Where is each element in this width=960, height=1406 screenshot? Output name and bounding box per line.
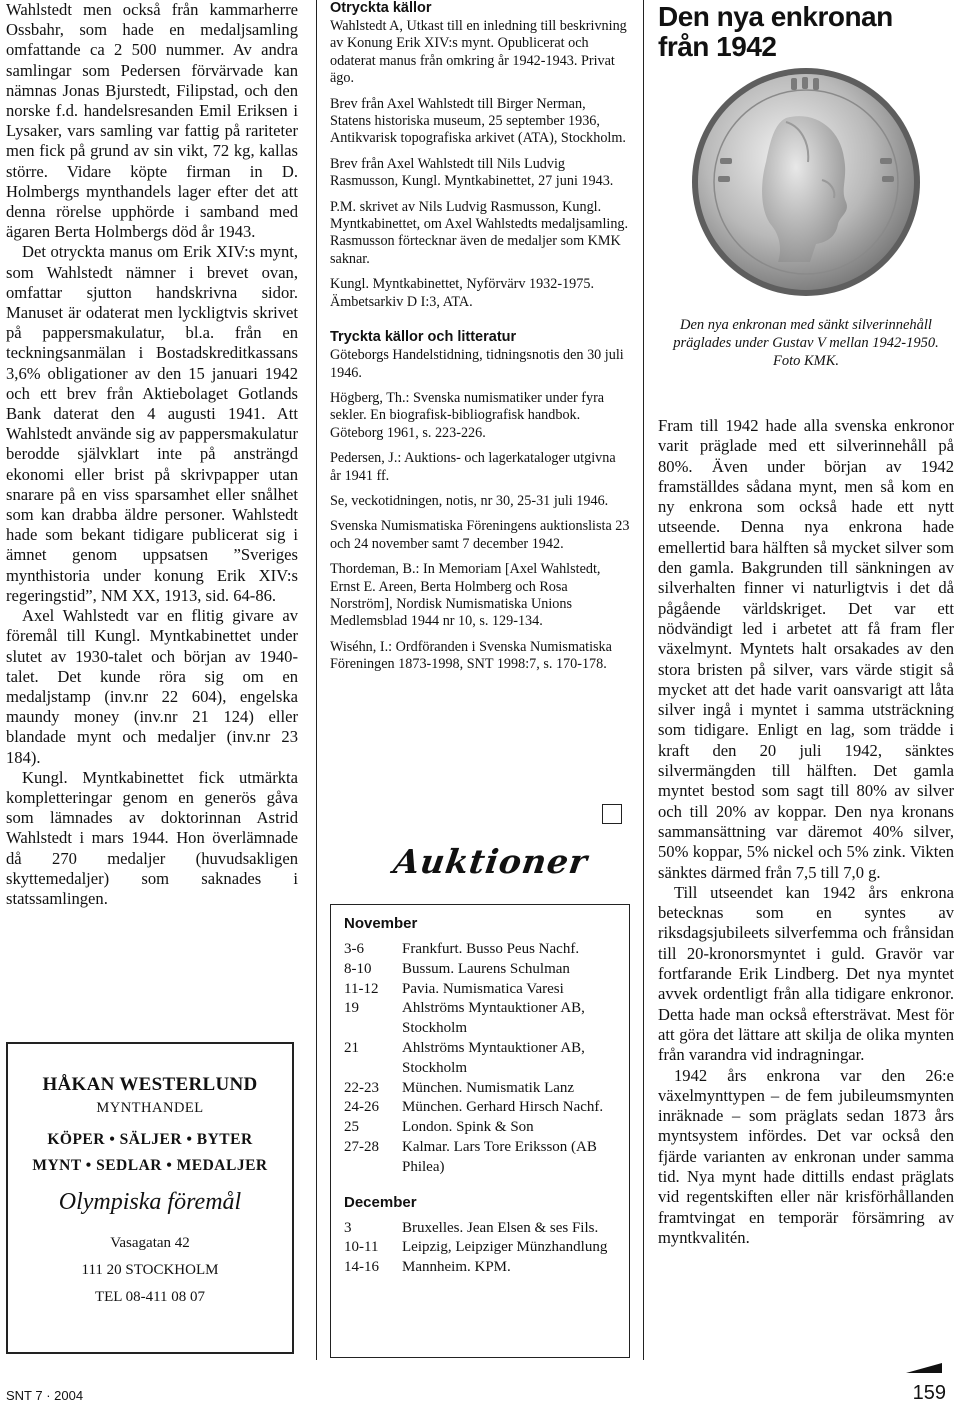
auction-date: 14-16 bbox=[344, 1259, 379, 1276]
column-rule-right bbox=[643, 0, 644, 1360]
auction-place: Pavia. Numismatica Varesi bbox=[402, 980, 564, 997]
ad-city: 111 20 STOCKHOLM bbox=[81, 1262, 219, 1278]
auction-entry bbox=[344, 999, 617, 1039]
source-entry: P.M. skrivet av Nils Ludvig Rasmusson, Kungl. Myntkabinettet, om Axel Wahlstedts medaljsamling. Rasmusson förtecknar även de medaljer som KMK saknar. bbox=[330, 198, 629, 267]
auction-date: 22-23 bbox=[344, 1079, 379, 1096]
source-entry: Brev från Axel Wahlstedt till Birger Nerman, Statens historiska museum, 25 september 1936, Antikvarisk topografiska arkivet (ATA), Stockholm. bbox=[330, 95, 626, 147]
paragraph: 1942 års enkrona var den 26:e växelmynttypen – de fem jubileumsmynten inräknade – som präglats sedan 1873 års myntsystem infördes. Det var också den fjärde varianten av enkronan under samma tid. Nya mynt hade dittills endast präglats vid regentskiften eller när krisförhållanden framtvingat en temporär försämring av myntkvalitén. bbox=[658, 1065, 954, 1247]
ad-olympic: Olympiska föremål bbox=[58, 1189, 242, 1215]
paragraph: Kungl. Myntkabinettet fick utmärkta kompletteringar genom en generös gåva som lämnades av doktorinnan Astrid Wahlstedt i mars 1944. Hon överlämnade då 270 medaljer (huvudsakligen skyttemedaljer) som saknades i statssamlingen. bbox=[6, 767, 298, 908]
ad-street: Vasagatan 42 bbox=[110, 1235, 190, 1251]
auction-date: 3-6 bbox=[344, 941, 364, 957]
auction-place: Frankfurt. Busso Peus Nachf. bbox=[402, 941, 580, 957]
source-entry: Kungl. Myntkabinettet, Nyförvärv 1932-1975. Ämbetsarkiv D I:3, ATA. bbox=[330, 276, 594, 310]
ad-company-name: HÅKAN WESTERLUND bbox=[42, 1074, 258, 1095]
auctions-title: Auktioner bbox=[391, 842, 591, 881]
article-body bbox=[658, 416, 954, 1248]
column-left bbox=[6, 0, 298, 909]
source-entry: Pedersen, J.: Auktions- och lagerkataloger utgivna år 1941 ff. bbox=[330, 450, 616, 484]
auction-entry bbox=[344, 1258, 617, 1278]
article-continuation bbox=[6, 0, 298, 909]
source-entry: Wahlstedt A, Utkast till en inledning till beskrivning av Konung Erik XIV:s mynt. Opublicerat och odaterat manus från omkring år 1942-1943. Privat ägo. bbox=[330, 18, 627, 87]
auction-entry bbox=[344, 1138, 617, 1178]
sources-section bbox=[330, 0, 630, 674]
auction-entry bbox=[344, 1098, 617, 1118]
ad-phone: TEL 08-411 08 07 bbox=[94, 1289, 206, 1305]
auction-date: 21 bbox=[344, 1039, 359, 1056]
auction-place: London. Spink & Son bbox=[402, 1119, 534, 1136]
auction-entry bbox=[344, 940, 617, 960]
issue-info: SNT 7 · 2004 bbox=[6, 1388, 84, 1403]
paragraph: Till utseendet kan 1942 års enkrona betecknas som en syntes av riksdagsjubileets silverfemma och frånsidan till 20-kronorsmyntet i guld. Gravör var fortfarande Erik Lindberg. Det nya myntet avvek ordentligt från alla tidigare enkronor. Detta hade man också eftersträvat. Mest för att göra det lättare att skilja de olika mynten från varandra vid indragningar. bbox=[658, 882, 954, 1065]
december-heading: December bbox=[344, 1193, 417, 1211]
paragraph: Det otryckta manus om Erik XIV:s mynt, som Wahlstedt nämner i brevet ovan, omfattar sjutton handskrivna sidor. Manuset är odaterat men lyckligtvis skrivet på pappersmakulatur, bl.a. från en teckningsanmälan i Bostadskreditkassans 3,6% obligationer av den 15 januari 1942 och ett brev från Aktiebolaget Gotlands Bank daterat den 4 augusti 1941. Att Wahlstedt använde sig av pappersmakulatur berodde självklart inte på ansträngd ekonomi eller brist på skrivpapper utan snarare på en viss sparsamhet eller snålhet som kan drabba äldre personer. Wahlstedt hade som bekant tidigare publicerat sig i ämnet genom uppsatsen ”Sveriges mynthistoria under konung Erik XIV:s regeringstid”, NM XX, 1913, sid. 64-86. bbox=[6, 242, 298, 605]
auction-entry bbox=[344, 1238, 617, 1258]
auction-place: Mannheim. KPM. bbox=[402, 1259, 511, 1276]
article-headline: Den nya enkronan från 1942 bbox=[658, 1, 893, 62]
december-list bbox=[344, 1219, 617, 1278]
auction-entry bbox=[344, 1079, 617, 1099]
auction-place: München. Numismatik Lanz bbox=[402, 1079, 575, 1096]
auction-place: Ahlströms Myntauktioner AB, Stockholm bbox=[402, 1039, 585, 1076]
advertisement-box bbox=[6, 1042, 294, 1354]
coin-caption: Den nya enkronan med sänkt silverinnehåll präglades under Gustav V mellan 1942-1950. Foto KMK. bbox=[673, 317, 939, 369]
auction-date: 19 bbox=[344, 1000, 359, 1017]
source-entry: Wiséhn, I.: Ordföranden i Svenska Numismatiska Föreningen 1873-1998, SNT 1998:7, s. 170-178. bbox=[330, 638, 612, 673]
unprinted-sources-heading: Otryckta källor bbox=[330, 0, 432, 16]
auction-place: Leipzig, Leipziger Münzhandlung bbox=[402, 1239, 608, 1256]
source-entry: Svenska Numismatiska Föreningens auktionslista 23 och 24 november samt 7 december 1942. bbox=[330, 518, 630, 552]
auction-date: 8-10 bbox=[344, 960, 372, 977]
ad-subtitle: MYNTHANDEL bbox=[96, 1100, 204, 1116]
source-entry: Thordeman, B.: In Memoriam [Axel Wahlstedt, Ernst E. Areen, Berta Holmberg och Rosa Norström], Nordisk Numismatiska Unions Medlemsblad 1944 nr 10, s. 129-134. bbox=[330, 561, 601, 630]
november-list bbox=[344, 940, 617, 1178]
auction-entry bbox=[344, 960, 617, 980]
coin-photo bbox=[690, 66, 922, 298]
source-entry: Göteborgs Handelstidning, tidningsnotis den 30 juli 1946. bbox=[330, 347, 624, 381]
end-mark-icon bbox=[906, 1363, 942, 1373]
paragraph: Axel Wahlstedt var en flitig givare av föremål till Kungl. Myntkabinettet under slutet av 1930-talet och början av 1940-talet. Det kunde röra sig om en medaljstamp (inv.nr 22 604), engelska maundy money (inv.nr 21 124) eller blandade mynt och medaljer (inv.nr 23 184). bbox=[6, 606, 298, 767]
paragraph: Fram till 1942 hade alla svenska enkronor varit präglade med ett silverinnehåll på 80%. Även under början av 1942 framställdes sådana mynt, men så kom en ny enkrona som också hade ett nytt utseende. Denna nya enkrona hade emellertid bara hälften så mycket silver som den gamla. Bakgrunden till sänkningen av silverhalten finner vi naturligtvis i det då pågående världskriget. Det var ett nödvändigt led i arbetet att få fram fler växelmynt. Myntets halt orsakades av den stora bristen på silver, vars värde stigit så mycket att det hade varit oansvarigt att låta silver ingå i myntet i samma utsträckning som tidigare. Enligt en lag, som trädde i kraft den 20 juli 1942, sänktes silvermängden till hälften. Det gamla myntet bestod som sagt till 80% av silver och till 20% av koppar. Den nya kronans sammansättning var däremot 40% silver, 50% koppar, 5% nickel och 5% zink. Vikten sänktes därmed från 7,5 till 7,0 g. bbox=[658, 416, 954, 882]
ad-address bbox=[8, 1230, 292, 1311]
auction-entry bbox=[344, 1219, 617, 1239]
november-heading: November bbox=[344, 915, 418, 932]
auction-entry bbox=[344, 980, 617, 1000]
auction-date: 11-12 bbox=[344, 980, 379, 997]
source-entry: Högberg, Th.: Svenska numismatiker under fyra sekler. En biografisk-bibliografisk handbok. Göteborg 1961, s. 223-226. bbox=[330, 389, 605, 441]
paragraph: Wahlstedt men också från kammarherre Ossbahr, som hade en medaljsamling omfattande ca 2 500 nummer. Av andra samlingar som Pedersen förvärvade kan nämnas Jonas Bjurstedt, Filipstad, och den norske f.d. handelsresanden Emil Eriksen i Lysaker, vars samling var fattig på rariteter men fick på grund av sin vikt, 72 kg, kallas större. Vidare köpte firman in D. Holmbergs mynthandels lager efter det att denna rörelse upphörde i samband med ägaren Berta Holmbergs död år 1943. bbox=[6, 0, 298, 242]
auction-place: Kalmar. Lars Tore Eriksson (AB Philea) bbox=[402, 1138, 597, 1175]
ad-goods: MYNT • SEDLAR • MEDALJER bbox=[32, 1157, 268, 1174]
source-entry: Brev från Axel Wahlstedt till Nils Ludvig Rasmusson, Kungl. Myntkabinettet, 27 juni 1943. bbox=[330, 155, 614, 190]
auction-entry bbox=[344, 1039, 617, 1079]
auction-place: Ahlströms Myntauktioner AB, Stockholm bbox=[402, 1000, 585, 1037]
ad-services: KÖPER • SÄLJER • BYTER bbox=[47, 1131, 253, 1148]
auctions-box bbox=[330, 904, 630, 1358]
auction-place: München. Gerhard Hirsch Nachf. bbox=[402, 1099, 604, 1116]
auction-date: 3 bbox=[344, 1219, 352, 1236]
auction-entry bbox=[344, 1118, 617, 1138]
auction-place: Bruxelles. Jean Elsen & ses Fils. bbox=[402, 1219, 599, 1236]
auction-date: 10-11 bbox=[344, 1239, 379, 1256]
printed-sources-heading: Tryckta källor och litteratur bbox=[330, 329, 517, 346]
auction-place: Bussum. Laurens Schulman bbox=[402, 960, 570, 977]
auction-date: 25 bbox=[344, 1119, 359, 1136]
auction-date: 24-26 bbox=[344, 1099, 379, 1116]
page-number: 159 bbox=[912, 1382, 946, 1404]
source-entry: Se, veckotidningen, notis, nr 30, 25-31 juli 1946. bbox=[330, 492, 609, 509]
column-rule-left bbox=[316, 0, 317, 1360]
column-middle bbox=[330, 0, 630, 1276]
auction-date: 27-28 bbox=[344, 1138, 379, 1155]
end-of-article-box-icon bbox=[602, 804, 622, 824]
